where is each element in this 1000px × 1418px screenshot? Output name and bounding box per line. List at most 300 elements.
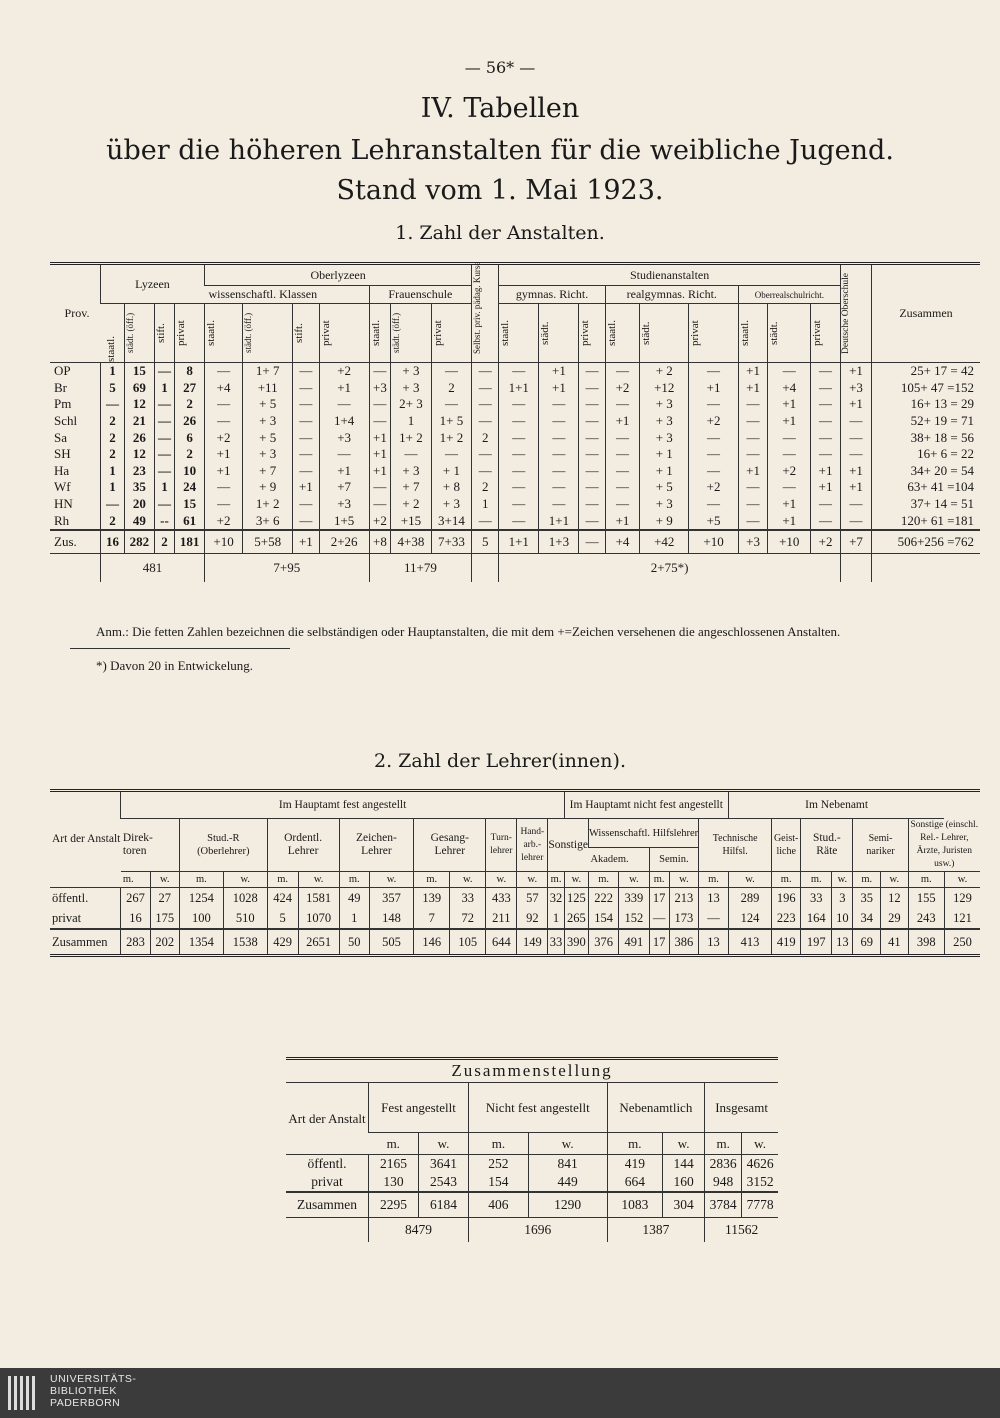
table-cell: +1 — [768, 496, 811, 513]
table-cell: — — [431, 363, 472, 380]
table-cell: 1+1 — [499, 530, 539, 554]
table-cell: 2 — [101, 512, 125, 530]
col-akadem: Akadem. — [588, 848, 649, 872]
table-cell: +3 — [319, 496, 369, 513]
table-cell: + 1 — [431, 463, 472, 480]
table-cell: — — [539, 496, 579, 513]
sum-row — [50, 530, 980, 554]
table-cell: 1083 — [607, 1192, 662, 1218]
table-cell: — — [579, 396, 605, 413]
table-cell: 197 — [801, 929, 832, 956]
library-footer — [0, 1368, 1000, 1418]
table-row — [50, 908, 980, 929]
table-cell: +1 — [768, 396, 811, 413]
table-cell: — — [293, 380, 320, 397]
table-cell: — — [204, 479, 242, 496]
empty-cell — [841, 553, 872, 582]
table-cell: +1 — [738, 380, 768, 397]
art-label: Zusammen — [50, 929, 121, 956]
table-cell: 16+ 6 = 22 — [872, 446, 981, 463]
teachers-table — [50, 789, 980, 957]
table-cell: — — [204, 496, 242, 513]
col-zeichen: Zeichen- Lehrer — [339, 819, 414, 872]
table-cell: 4+38 — [391, 530, 432, 554]
province-label: Ha — [54, 462, 70, 478]
table-cell: 211 — [486, 908, 517, 929]
table-cell: — — [539, 429, 579, 446]
table-cell: 282 — [125, 530, 155, 554]
table-cell: 15 — [175, 496, 205, 513]
empty-cell — [472, 553, 499, 582]
table-cell: 1+1 — [539, 512, 579, 530]
summary-table — [286, 1057, 778, 1242]
table-cell: — — [472, 446, 499, 463]
table-cell: +1 — [319, 380, 369, 397]
library-name: UNIVERSITÄTS- BIBLIOTHEK PADERBORN — [50, 1373, 137, 1409]
table-cell: +1 — [768, 413, 811, 430]
table-cell: + 3 — [391, 380, 432, 397]
gender-header: m. — [908, 872, 944, 888]
table-cell: + 2 — [640, 363, 689, 380]
table-cell: +2 — [811, 530, 841, 554]
table-cell: 13 — [699, 888, 729, 909]
col-geistl: Geist- liche — [772, 819, 801, 872]
table-cell: + 3 — [391, 463, 432, 480]
table-cell: — — [841, 429, 872, 446]
sum-row — [50, 929, 980, 956]
sub-staatl: staatl. — [101, 304, 125, 363]
table-cell: 155 — [908, 888, 944, 909]
table-row — [50, 413, 980, 430]
table-cell: — — [811, 429, 841, 446]
table-cell: 1538 — [223, 929, 267, 956]
table-cell: 1290 — [528, 1192, 607, 1218]
col-seminariker: Semi- nariker — [853, 819, 908, 872]
gender-header: w. — [669, 872, 698, 888]
table-cell: +1 — [841, 463, 872, 480]
sub-stift: stift. — [293, 304, 320, 363]
table-cell: 49 — [339, 888, 369, 909]
table-cell: — — [689, 446, 738, 463]
table-cell: 1 — [101, 479, 125, 496]
table-cell: + 1 — [640, 463, 689, 480]
table-cell: — — [738, 512, 768, 530]
col-lyzeen: Lyzeen — [101, 264, 205, 304]
col-studraete: Stud.- Räte — [801, 819, 853, 872]
table-cell: 181 — [175, 530, 205, 554]
table-cell: 15 — [125, 363, 155, 380]
table-cell: 92 — [517, 908, 548, 929]
table-cell: 2 — [472, 429, 499, 446]
table-cell: 505 — [369, 929, 413, 956]
table-cell: — — [499, 463, 539, 480]
table-cell: 12 — [125, 446, 155, 463]
table-cell: 6 — [175, 429, 205, 446]
total-wiss: 7+95 — [204, 553, 369, 582]
table-cell: +1 — [811, 479, 841, 496]
table-cell: +1 — [539, 380, 579, 397]
gender-header: w. — [832, 872, 853, 888]
table-cell: — — [579, 512, 605, 530]
table-cell: + 3 — [640, 396, 689, 413]
col-hauptamt-nicht: Im Hauptamt nicht fest angestellt — [564, 791, 728, 819]
table-cell: — — [811, 380, 841, 397]
table-cell: — — [369, 413, 391, 430]
table-cell: +1 — [738, 463, 768, 480]
table-cell: 1+ 5 — [431, 413, 472, 430]
table-cell: — — [811, 512, 841, 530]
table-cell: — — [499, 413, 539, 430]
table-cell: 5 — [267, 908, 298, 929]
table-cell: +4 — [605, 530, 639, 554]
grand-total: 1696 — [469, 1218, 608, 1243]
summary-title: Zusammenstellung — [286, 1059, 778, 1083]
table-cell: 5+58 — [243, 530, 293, 554]
teachers-table-body — [50, 888, 980, 956]
table-row — [50, 463, 980, 480]
gender-header: w. — [486, 872, 517, 888]
table-cell: 57 — [517, 888, 548, 909]
col-turn: Turn- lehrer — [486, 819, 517, 872]
table-cell: +1 — [841, 479, 872, 496]
table-cell: 390 — [564, 929, 588, 956]
table-cell: — — [811, 446, 841, 463]
table-cell: — — [101, 496, 125, 513]
gender-header-row — [50, 872, 980, 888]
table-cell: — — [472, 363, 499, 380]
table-cell: 202 — [150, 929, 179, 956]
table-cell: — — [768, 363, 811, 380]
sub-staedt: städt. — [640, 304, 689, 363]
table-cell: + 9 — [640, 512, 689, 530]
table-cell: — — [738, 496, 768, 513]
table-cell: — — [499, 512, 539, 530]
table-cell: 1 — [391, 413, 432, 430]
table-cell: 27 — [150, 888, 179, 909]
table-cell: — — [293, 413, 320, 430]
sub-staatl: staatl. — [204, 304, 242, 363]
table-cell: 61 — [175, 512, 205, 530]
table-cell: 213 — [669, 888, 698, 909]
table-cell: — — [689, 396, 738, 413]
col-realgymnas: realgymnas. Richt. — [605, 286, 738, 304]
province-label: Zus. — [50, 530, 101, 554]
table-cell: 125 — [564, 888, 588, 909]
table-cell: + 7 — [243, 463, 293, 480]
table-cell: +15 — [391, 512, 432, 530]
table-cell: 35 — [125, 479, 155, 496]
col-ordentl: Ordentl. Lehrer — [267, 819, 339, 872]
totals-row — [286, 1218, 778, 1243]
table-cell: 1+ 2 — [391, 429, 432, 446]
title-line-1: IV. Tabellen — [420, 93, 580, 124]
table-cell: 433 — [486, 888, 517, 909]
table-cell: +10 — [204, 530, 242, 554]
table-cell: — — [539, 479, 579, 496]
table-cell: — — [699, 908, 729, 929]
art-label: privat — [52, 910, 82, 925]
gender-header: w. — [150, 872, 179, 888]
footnote: *) Davon 20 in Entwickelung. — [96, 658, 254, 673]
sub-staatl: staatl. — [369, 304, 391, 363]
table-cell: 129 — [944, 888, 980, 909]
table-cell: 3+ 6 — [243, 512, 293, 530]
gender-header: m. — [548, 872, 564, 888]
table-cell: — — [319, 396, 369, 413]
table-cell: 13 — [699, 929, 729, 956]
empty-cell — [50, 553, 101, 582]
table-cell: — — [154, 363, 174, 380]
table-cell: — — [841, 496, 872, 513]
table-cell: 265 — [564, 908, 588, 929]
table-cell: — — [811, 363, 841, 380]
table-cell: +2 — [689, 479, 738, 496]
table-cell: + 5 — [243, 396, 293, 413]
gender-header: m. — [853, 872, 881, 888]
table-cell: 24 — [175, 479, 205, 496]
table-cell: — — [539, 463, 579, 480]
table-cell: + 7 — [391, 479, 432, 496]
table-cell: — — [738, 446, 768, 463]
table-cell: 146 — [414, 929, 450, 956]
table-cell: 69 — [125, 380, 155, 397]
table-cell: +12 — [640, 380, 689, 397]
table-cell: — — [579, 380, 605, 397]
col-hauptamt-fest: Im Hauptamt fest angestellt — [121, 791, 564, 819]
table-cell: — — [101, 396, 125, 413]
table-row — [50, 888, 980, 909]
gender-header: w. — [517, 872, 548, 888]
table-cell: 3784 — [705, 1192, 742, 1218]
art-label: Zusammen — [286, 1192, 369, 1218]
table-row — [50, 429, 980, 446]
table-cell: 196 — [772, 888, 801, 909]
table-cell: 243 — [908, 908, 944, 929]
table-cell: +1 — [369, 446, 391, 463]
table-cell: — — [689, 496, 738, 513]
table-cell: — — [154, 429, 174, 446]
table-cell: 6184 — [419, 1192, 469, 1218]
table-cell: 29 — [881, 908, 909, 929]
province-label: SH — [54, 446, 71, 462]
art-label: öffentl. — [52, 890, 89, 905]
table-cell: 1 — [101, 463, 125, 480]
col-studienanstalten: Studienanstalten — [499, 264, 841, 286]
table-cell: 644 — [486, 929, 517, 956]
table-cell: 35 — [853, 888, 881, 909]
table-cell: — — [539, 446, 579, 463]
table-cell: +8 — [369, 530, 391, 554]
table-cell: — — [689, 429, 738, 446]
table-cell: — — [649, 908, 669, 929]
table-cell: — — [154, 446, 174, 463]
table-cell: +1 — [841, 396, 872, 413]
table-row — [50, 512, 980, 530]
table-cell: 357 — [369, 888, 413, 909]
totals-row — [50, 553, 980, 582]
table-cell: — — [738, 429, 768, 446]
table-cell: 105+ 47 =152 — [872, 380, 981, 397]
table-cell: — — [499, 446, 539, 463]
table-cell: 1 — [472, 496, 499, 513]
total-frauen: 11+79 — [369, 553, 472, 582]
table-cell: 1+1 — [499, 380, 539, 397]
col-hand: Hand- arb.- lehrer — [517, 819, 548, 872]
table-cell: + 3 — [243, 413, 293, 430]
sub-staedt: städt. — [768, 304, 811, 363]
table-cell: 1581 — [298, 888, 339, 909]
table-cell: +1 — [369, 429, 391, 446]
table-cell: 1+ 7 — [243, 363, 293, 380]
table-cell: — — [154, 413, 174, 430]
gender-header: m. — [705, 1133, 742, 1155]
table-cell: 175 — [150, 908, 179, 929]
table-cell: 339 — [619, 888, 649, 909]
table-cell: 398 — [908, 929, 944, 956]
table-cell: +42 — [640, 530, 689, 554]
gender-header: w. — [619, 872, 649, 888]
sub-privat: privat — [431, 304, 472, 363]
table-cell: 34 — [853, 908, 881, 929]
gender-header: m. — [121, 872, 150, 888]
gender-header: m. — [414, 872, 450, 888]
sub-staedt-oeff: städt. (öff.) — [125, 304, 155, 363]
table-cell: 2 — [101, 429, 125, 446]
table-cell: — — [293, 396, 320, 413]
col-techn: Technische Hilfsl. — [699, 819, 772, 872]
table-cell: 250 — [944, 929, 980, 956]
table-cell: + 8 — [431, 479, 472, 496]
table-cell: 10 — [832, 908, 853, 929]
table-cell: 5 — [472, 530, 499, 554]
table-cell: 841 — [528, 1155, 607, 1174]
table-cell: 33 — [548, 929, 564, 956]
table-cell: 2 — [154, 530, 174, 554]
table-cell: 7778 — [742, 1192, 778, 1218]
table-cell: 154 — [469, 1173, 529, 1192]
table-cell: — — [579, 479, 605, 496]
table-cell: — — [319, 446, 369, 463]
table-cell: 27 — [175, 380, 205, 397]
table-cell: 222 — [588, 888, 618, 909]
table-cell: 144 — [663, 1155, 705, 1174]
table-cell: 7+33 — [431, 530, 472, 554]
table-cell: + 3 — [640, 496, 689, 513]
table-cell: — — [811, 496, 841, 513]
table-cell: — — [579, 446, 605, 463]
table-cell: — — [369, 363, 391, 380]
table-row — [50, 479, 980, 496]
table-cell: +1 — [841, 363, 872, 380]
province-label: Pm — [54, 396, 72, 412]
table-cell: — — [579, 463, 605, 480]
col-gesang: Gesang- Lehrer — [414, 819, 486, 872]
table-cell: — — [605, 429, 639, 446]
table-cell: 4626 — [742, 1155, 778, 1174]
table-cell: — — [738, 396, 768, 413]
table-cell: 152 — [619, 908, 649, 929]
table-cell: 1028 — [223, 888, 267, 909]
province-label: Rh — [54, 512, 70, 528]
table-cell: 149 — [517, 929, 548, 956]
table-cell: 37+ 14 = 51 — [872, 496, 981, 513]
table-cell: 41 — [881, 929, 909, 956]
table-cell: 506+256 =762 — [872, 530, 981, 554]
table-cell: 173 — [669, 908, 698, 929]
table-cell: +10 — [768, 530, 811, 554]
table-cell: — — [841, 413, 872, 430]
table-cell: — — [431, 396, 472, 413]
col-oberreal: Oberrealschulricht. — [738, 286, 840, 304]
table-cell: — — [431, 446, 472, 463]
gender-header: m. — [607, 1133, 662, 1155]
table-cell: 1070 — [298, 908, 339, 929]
table-cell: 1+4 — [319, 413, 369, 430]
table-cell: 1 — [339, 908, 369, 929]
table-cell: + 3 — [431, 496, 472, 513]
table-cell: +1 — [539, 363, 579, 380]
table-cell: 17 — [649, 888, 669, 909]
table-cell: 63+ 41 =104 — [872, 479, 981, 496]
table-cell: + 3 — [391, 363, 432, 380]
table-cell: 12 — [881, 888, 909, 909]
table-cell: 26 — [125, 429, 155, 446]
table-cell: + 5 — [243, 429, 293, 446]
province-label: Br — [54, 379, 67, 395]
table-cell: — — [499, 363, 539, 380]
empty-cell — [872, 553, 981, 582]
col-zusammen: Zusammen — [872, 264, 981, 363]
institutions-table-body — [50, 363, 980, 582]
table-cell: — — [768, 429, 811, 446]
table-cell: — — [204, 413, 242, 430]
table-cell: 1 — [154, 380, 174, 397]
table-cell: — — [499, 496, 539, 513]
col-insgesamt: Insgesamt — [705, 1083, 778, 1133]
table-cell: 32 — [548, 888, 564, 909]
sum-row — [286, 1192, 778, 1218]
col-wiss-klassen: wissenschaftl. Klassen — [204, 286, 369, 304]
table-cell: 20 — [125, 496, 155, 513]
gender-header: m. — [649, 872, 669, 888]
gender-header: m. — [179, 872, 223, 888]
table-cell: +2 — [768, 463, 811, 480]
table-cell: 449 — [528, 1173, 607, 1192]
table-cell: 2836 — [705, 1155, 742, 1174]
table-cell: — — [738, 479, 768, 496]
table-cell: 25+ 17 = 42 — [872, 363, 981, 380]
table-cell: 1+3 — [539, 530, 579, 554]
section2-heading: 2. Zahl der Lehrer(innen). — [374, 750, 626, 772]
table-cell: 406 — [469, 1192, 529, 1218]
table-cell: — — [605, 396, 639, 413]
table-cell: 33 — [450, 888, 486, 909]
table-cell: +2 — [204, 429, 242, 446]
table-cell: 1 — [548, 908, 564, 929]
table-cell: — — [499, 479, 539, 496]
table-cell: — — [293, 363, 320, 380]
table-cell: — — [579, 496, 605, 513]
sub-staedt-oeff: städt. (öff.) — [243, 304, 293, 363]
table-cell: 429 — [267, 929, 298, 956]
table-cell: 100 — [179, 908, 223, 929]
gender-header: m. — [469, 1133, 529, 1155]
table-cell: 16 — [121, 908, 150, 929]
table-cell: — — [605, 479, 639, 496]
table-cell: +1 — [768, 512, 811, 530]
table-cell: +1 — [811, 463, 841, 480]
table-cell: +7 — [319, 479, 369, 496]
